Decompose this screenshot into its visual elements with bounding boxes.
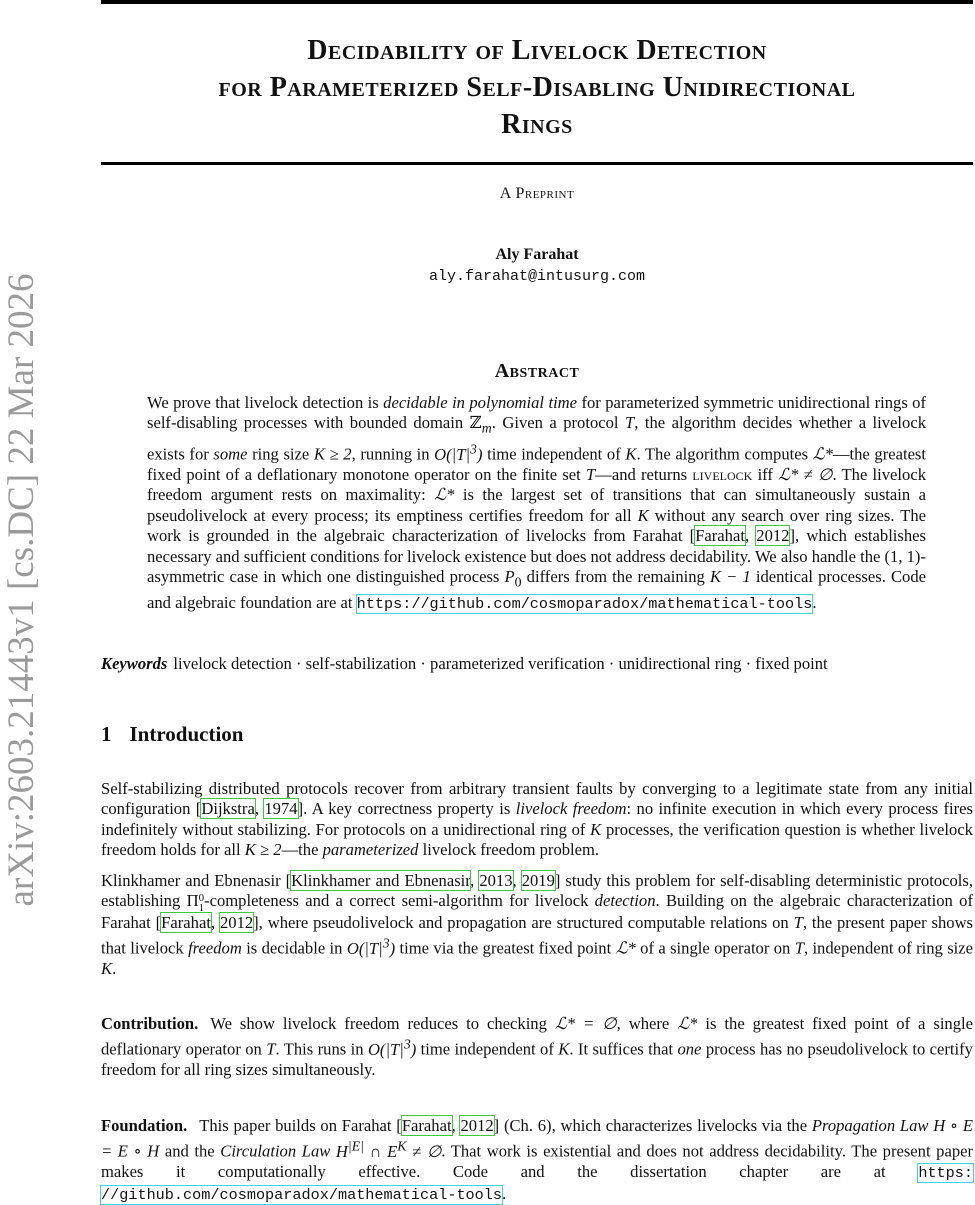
abstract-heading: Abstract <box>494 360 580 382</box>
contribution-label: Contribution. <box>101 1014 199 1033</box>
abstract-body: We prove that livelock detection is decidable in polynomial time for parameterized symmetric unidirectional rings of self-disabling processes with bounded domain ℤ$_m$. Given a protocol T, the algorithm decides whether a livelock exists for some ring size K ≥ 2, running in $O(|T|^3)$ time independent of K. The algorithm computes ℒ*—the greatest fixed point of a deflationary monotone operator on the finite set T—and returns livelock iff ℒ* ≠ ∅. The livelock freedom argument rests on maximality: ℒ* is the largest set of transitions that can simultaneously sustain a pseudolivelock at every process; its emptiness certifies freedom for all K without any search over ring sizes. The work is grounded in the algebraic characterization of livelocks from Farahat [Farahat, 2012], which establishes necessary and sufficient conditions for livelock existence but does not address decidability. We also handle the (1, 1)-asymmetric case in which one distinguished process $P_0$ differs from the remaining K − 1 identical processes. Code and algebraic foundation are at https://github.com/cosmoparadox/mathematical-tools. <box>147 393 927 613</box>
citation-2019-link[interactable]: 2019 <box>521 871 555 890</box>
citation-dijkstra-link[interactable]: Dijkstra <box>201 799 255 819</box>
citation-klinkhamer-link[interactable]: Klinkhamer and Ebnenasir <box>291 871 471 890</box>
citation-1974-link[interactable]: 1974 <box>264 799 298 819</box>
github-url-link-2b[interactable]: //github.com/cosmoparadox/mathematical-tools <box>101 1185 503 1204</box>
keywords-label: Keywords <box>101 654 168 673</box>
intro-paragraph-2: Klinkhamer and Ebnenasir [Klinkhamer and Ebnenasir, 2013, 2019] study this problem for self-disabling deterministic protocols, establishing Π 0 1 -completeness and a correct semi-algorithm for livelock detection. Building on the algebraic characterization of Farahat [Farahat, 2012], where pseudolivelock and propagation are structured computable relations on T, the present paper shows that livelock freedom is decidable in $O(|T|^3)$ time via the greatest fixed point ℒ* of a single operator on T, independent of ring size K. <box>101 871 974 978</box>
intro-paragraph-1: Self-stabilizing distributed protocols recover from arbitrary transient faults by converging to a legitimate state from any initial configuration [Dijkstra, 1974]. A key correctness property is livelock freedom: no infinite execution in which every process fires indefinitely without stabilizing. For protocols on a unidirectional ring of K processes, the verification question is whether livelock freedom holds for all K ≥ 2—the parameterized livelock freedom problem. <box>101 779 974 860</box>
title-line-3: Rings <box>501 109 573 140</box>
title-line-1: Decidability of Livelock Detection <box>307 35 767 66</box>
citation-farahat-link[interactable]: Farahat <box>695 526 745 546</box>
arxiv-sidebar-stamp: arXiv:2603.21443v1 [cs.DC] 22 Mar 2026 <box>1 273 42 907</box>
top-rule <box>101 0 973 4</box>
citation-farahat-link-3[interactable]: Farahat <box>401 1116 452 1135</box>
paper-title <box>101 32 973 143</box>
title-rule <box>101 162 973 165</box>
title-line-2: for Parameterized Self-Disabling Unidirectional <box>218 72 856 103</box>
section-heading-introduction: 1 Introduction <box>101 722 244 746</box>
preprint-label: A Preprint <box>499 185 575 202</box>
foundation-label: Foundation. <box>101 1116 188 1135</box>
citation-2012-link-3[interactable]: 2012 <box>460 1116 494 1135</box>
citation-2012-link-2[interactable]: 2012 <box>219 912 254 932</box>
github-url-link[interactable]: https://github.com/cosmoparadox/mathematical-tools <box>356 594 813 613</box>
keywords-list: livelock detection · self-stabilization · parameterized verification · unidirectional ring · fixed point <box>173 654 828 673</box>
citation-farahat-link-2[interactable]: Farahat <box>161 912 211 932</box>
keywords-line <box>101 654 973 674</box>
citation-2012-link[interactable]: 2012 <box>756 526 790 546</box>
author-name: Aly Farahat <box>495 246 579 263</box>
github-url-link-2a[interactable]: https: <box>918 1164 973 1183</box>
author-email[interactable]: aly.farahat@intusurg.com <box>428 268 646 285</box>
foundation-paragraph: Foundation. This paper builds on Farahat [Farahat, 2012] (Ch. 6), which characterizes livelocks via the Propagation Law H ∘ E = E ∘ H and the Circulation Law $H^{|E|}$ ∩ $E^K$ ≠ ∅. That work is existential and does not address decidability. The present paper makes it computationally effective. Code and the dissertation chapter are at https: //github.com/cosmoparadox/mathematical-tools. <box>101 1116 974 1204</box>
citation-2013-link[interactable]: 2013 <box>479 871 513 890</box>
contribution-paragraph: Contribution. We show livelock freedom reduces to checking ℒ* = ∅, where ℒ* is the greatest fixed point of a single deflationary operator on T. This runs in $O(|T|^3)$ time independent of K. It suffices that one process has no pseudolivelock to certify freedom for all ring sizes simultaneously. <box>101 1014 973 1080</box>
